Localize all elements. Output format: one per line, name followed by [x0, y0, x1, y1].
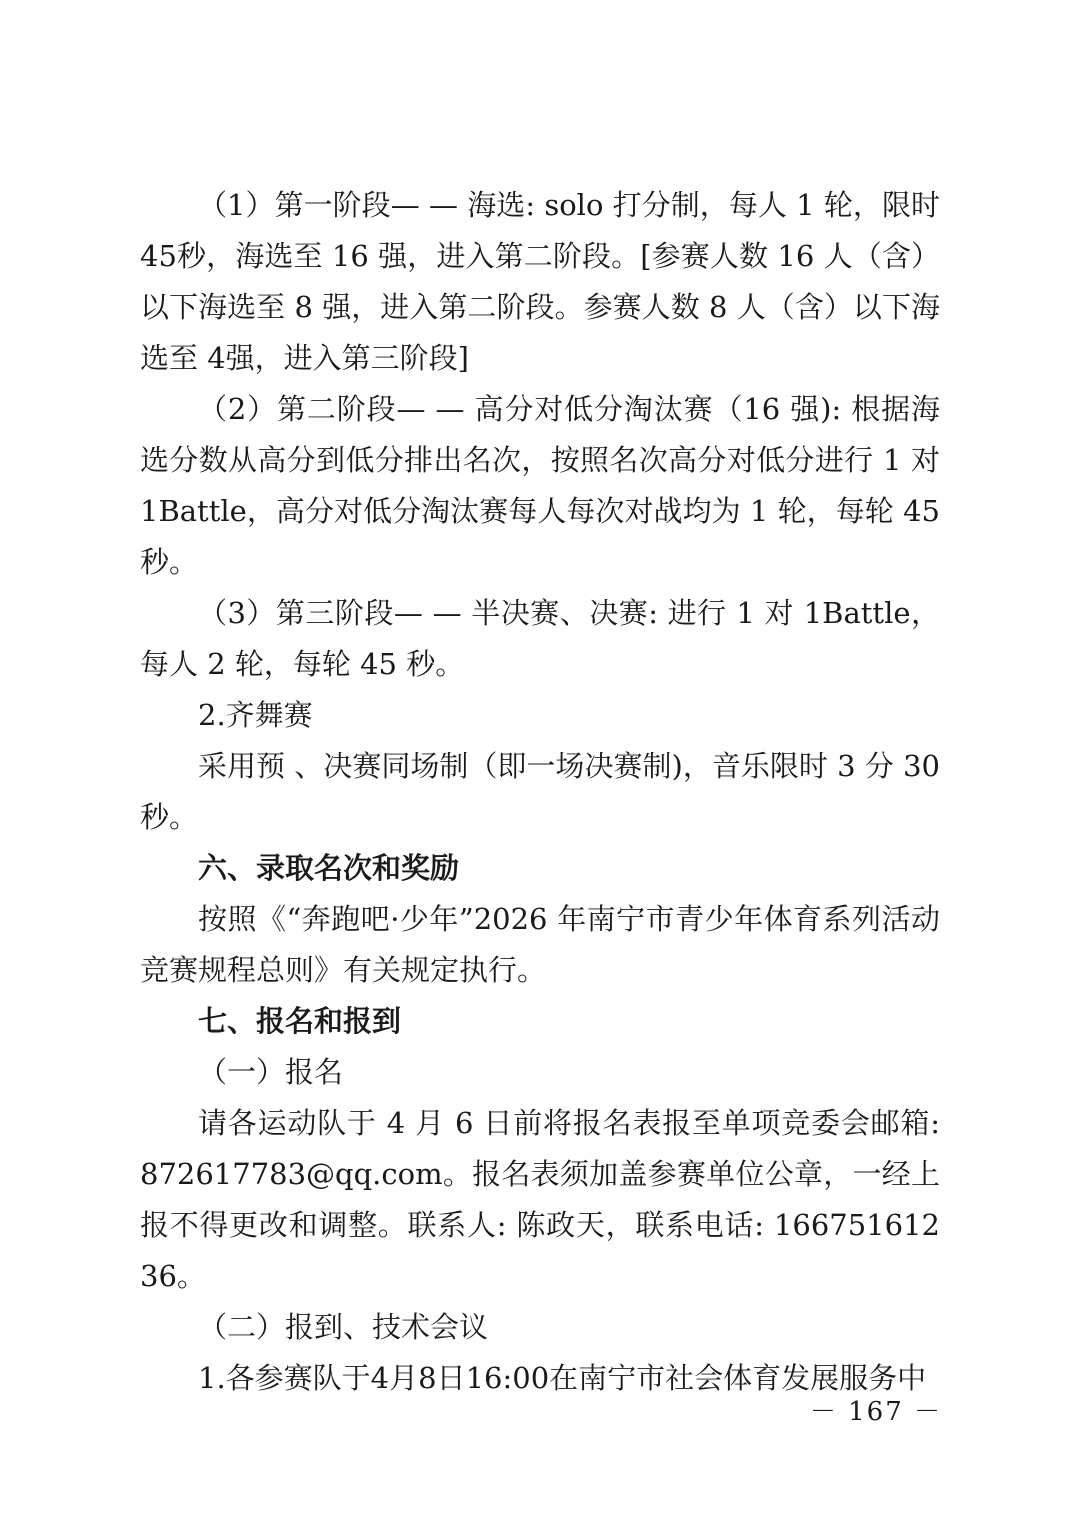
subheading-check-in: （二）报到、技术会议	[198, 1310, 489, 1344]
section-heading-awards: 六、录取名次和奖励	[198, 851, 460, 885]
section-heading-registration: 七、报名和报到	[198, 1004, 402, 1038]
paragraph-stage-one: （1）第一阶段— — 海选: solo 打分制，每人 1 轮，限时 45秒，海选至 16 强，进入第二阶段。[参赛人数 16 人（含）以下海选至 8 强，进入第二阶段。参赛人数 8 人（含）以下海选至 4强，进入第三阶段]	[140, 188, 940, 375]
paragraph-group-dance-rules: 采用预 、决赛同场制（即一场决赛制)，音乐限时 3 分 30秒。	[140, 749, 940, 834]
paragraph-awards: 按照《“奔跑吧·少年”2026 年南宁市青少年体育系列活动竞赛规程总则》有关规定执行。	[140, 902, 940, 987]
paragraph-stage-three: （3）第三阶段— — 半决赛、决赛: 进行 1 对 1Battle，每人 2 轮，每轮 45 秒。	[140, 596, 940, 681]
paragraph-registration: 请各运动队于 4 月 6 日前将报名表报至单项竞委会邮箱: 872617783@qq.com。报名表须加盖参赛单位公章，一经上报不得更改和调整。联系人: 陈政天，联系电话: 16675161236。	[140, 1106, 940, 1293]
document-body	[140, 180, 940, 1404]
page-number: － 167 －	[809, 1397, 942, 1427]
paragraph-stage-two: （2）第二阶段— — 高分对低分淘汰赛（16 强): 根据海选分数从高分到低分排出名次，按照名次高分对低分进行 1 对1Battle，高分对低分淘汰赛每人每次对战均为 1 轮，每轮 45秒。	[140, 392, 940, 579]
paragraph-check-in: 1.各参赛队于4月8日16:00在南宁市社会体育发展服务中	[198, 1361, 927, 1395]
paragraph-group-dance-title: 2.齐舞赛	[198, 698, 313, 732]
subheading-registration: （一）报名	[198, 1055, 344, 1089]
